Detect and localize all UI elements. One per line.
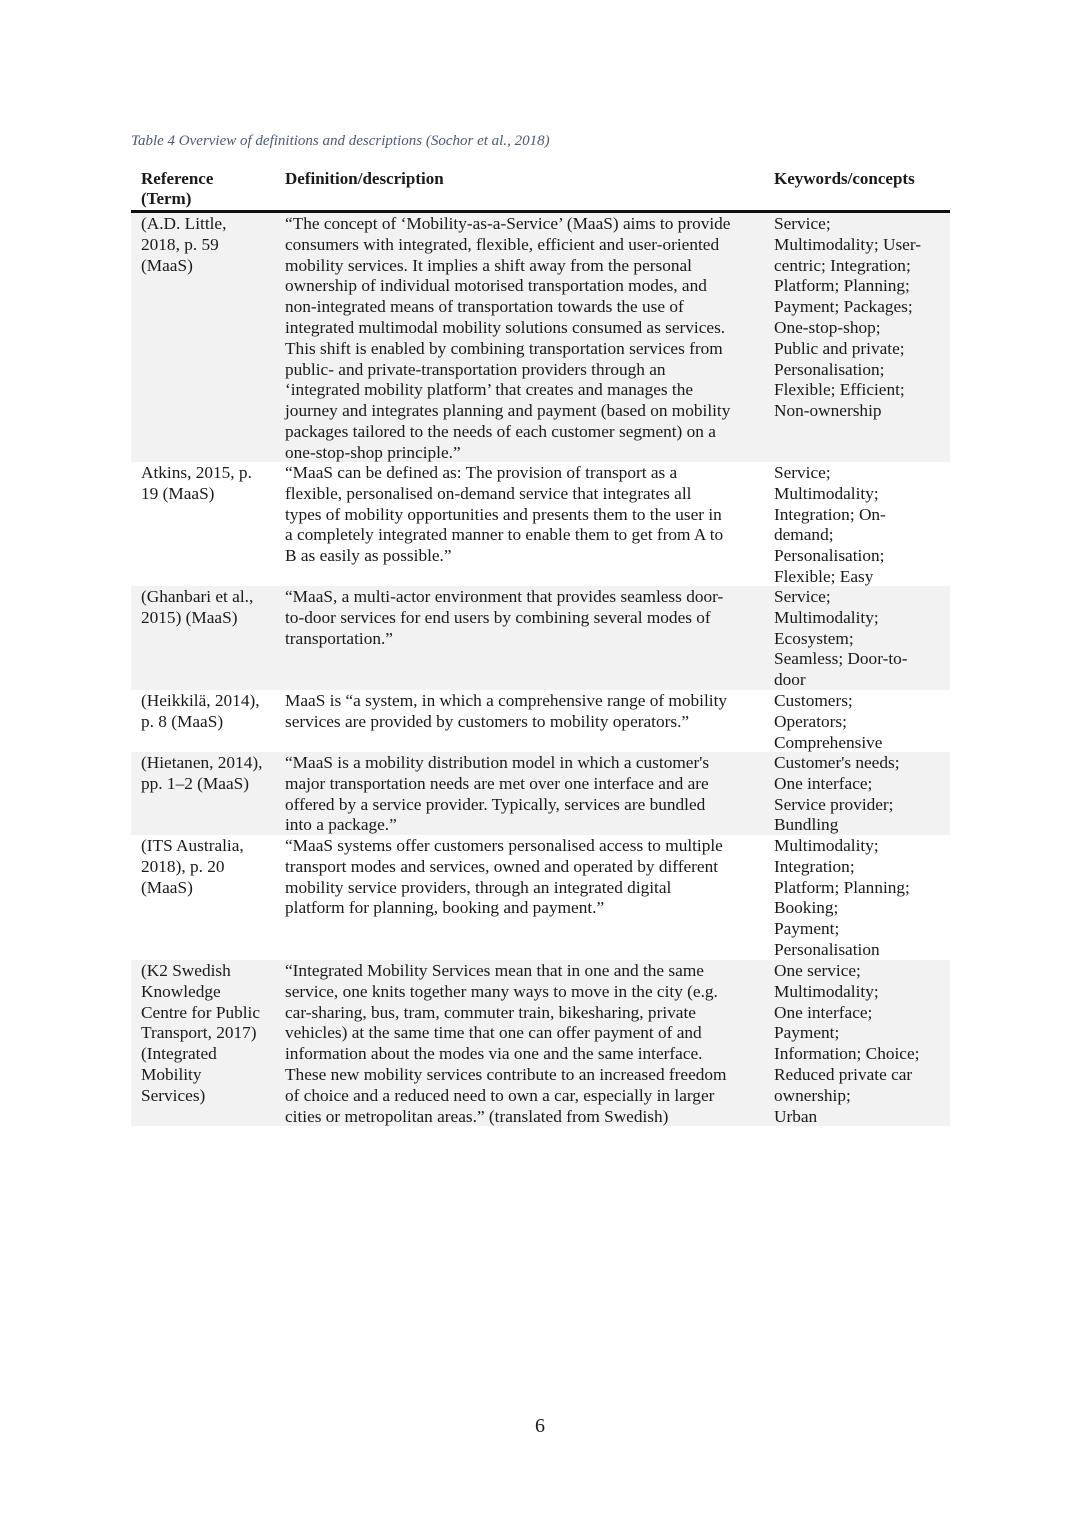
cell-keywords-line: Urban <box>774 1106 818 1126</box>
cell-definition-line: services are provided by customers to mobility operators.” <box>285 711 690 731</box>
cell-reference-line: 2018, p. 59 <box>141 234 219 254</box>
cell-definition-line: transport modes and services, owned and operated by different <box>285 856 719 876</box>
cell-keywords-line: Flexible; Efficient; <box>774 380 905 400</box>
cell-keywords <box>774 752 950 836</box>
cell-reference-line: Atkins, 2015, p. <box>141 463 252 482</box>
cell-definition-line: “MaaS systems offer customers personalised access to multiple <box>285 836 723 855</box>
header-keywords <box>774 169 950 210</box>
cell-keywords-line: Service; <box>774 587 831 606</box>
table-row <box>131 213 950 462</box>
cell-keywords-line: Payment; <box>774 919 840 939</box>
cell-keywords-line: Personalisation <box>774 939 880 959</box>
cell-reference-line: Centre for Public <box>141 1002 261 1022</box>
cell-keywords-line: Service; <box>774 214 831 233</box>
cell-definition-line: into a package.” <box>285 815 397 835</box>
table-body <box>131 213 950 1126</box>
cell-reference-line: (A.D. Little, <box>141 214 227 233</box>
header-reference-line: (Term) <box>141 189 192 208</box>
cell-keywords-line: Reduced private car <box>774 1064 913 1084</box>
header-reference-line: Reference <box>141 169 214 188</box>
cell-definition-line: consumers with integrated, flexible, efficient and user-oriented <box>285 234 720 254</box>
cell-reference <box>131 586 285 629</box>
cell-definition-line: types of mobility opportunities and presents them to the user in <box>285 504 722 524</box>
cell-keywords-line: door <box>774 670 806 690</box>
cell-reference <box>131 752 285 795</box>
table-row <box>131 586 950 690</box>
table-row <box>131 690 950 752</box>
cell-reference-line: (K2 Swedish <box>141 961 231 980</box>
cell-definition-line: a completely integrated manner to enable them to get from A to <box>285 525 724 545</box>
cell-keywords-line: One-stop-shop; <box>774 317 881 337</box>
cell-definition-line: packages tailored to the needs of each customer segment) on a <box>285 421 716 441</box>
cell-reference-line: Knowledge <box>141 981 221 1001</box>
cell-definition-line: “MaaS is a mobility distribution model in which a customer's <box>285 753 710 772</box>
cell-definition-line: “Integrated Mobility Services mean that in one and the same <box>285 961 704 980</box>
cell-keywords-line: Multimodality; <box>774 607 879 627</box>
cell-keywords <box>774 462 950 588</box>
cell-keywords-line: demand; <box>774 525 834 545</box>
cell-keywords <box>774 690 950 753</box>
cell-definition <box>285 586 774 649</box>
cell-keywords-line: Flexible; Easy <box>774 566 874 586</box>
cell-definition-line: This shift is enabled by combining transportation services from <box>285 338 723 358</box>
cell-reference-line: (Integrated <box>141 1044 217 1064</box>
cell-definition-line: “The concept of ‘Mobility-as-a-Service’ (MaaS) aims to provide <box>285 214 731 233</box>
cell-keywords <box>774 586 950 691</box>
table-row <box>131 462 950 586</box>
table-caption: Table 4 Overview of definitions and descriptions (Sochor et al., 2018) <box>131 133 550 149</box>
cell-keywords-line: Multimodality; <box>774 981 879 1001</box>
cell-reference-line: (Ghanbari et al., <box>141 587 254 606</box>
cell-reference <box>131 690 285 733</box>
cell-keywords-line: Service; <box>774 463 831 482</box>
cell-definition-line: vehicles) at the same time that one can offer payment of and <box>285 1023 702 1043</box>
cell-keywords-line: Booking; <box>774 898 839 918</box>
header-keywords-line: Keywords/concepts <box>774 169 915 188</box>
cell-keywords-line: Personalisation; <box>774 546 885 566</box>
cell-reference <box>131 213 285 276</box>
cell-keywords-line: Payment; Packages; <box>774 297 913 317</box>
cell-keywords-line: ownership; <box>774 1085 851 1105</box>
cell-keywords-line: Seamless; Door-to- <box>774 649 908 669</box>
cell-reference-line: (ITS Australia, <box>141 836 244 855</box>
cell-definition-line: mobility service providers, through an integrated digital <box>285 877 672 897</box>
cell-reference <box>131 960 285 1107</box>
cell-definition-line: service, one knits together many ways to move in the city (e.g. <box>285 981 718 1001</box>
cell-reference-line: 2018), p. 20 <box>141 856 225 876</box>
table-row <box>131 752 950 835</box>
cell-keywords-line: Operators; <box>774 711 847 731</box>
cell-definition <box>285 960 774 1127</box>
cell-keywords-line: Platform; Planning; <box>774 877 910 897</box>
cell-definition-line: integrated multimodal mobility solutions consumed as services. <box>285 317 726 337</box>
cell-keywords-line: Integration; <box>774 856 855 876</box>
cell-keywords-line: Service provider; <box>774 794 894 814</box>
cell-definition-line: non-integrated means of transportation towards the use of <box>285 297 684 317</box>
cell-keywords-line: Integration; On- <box>774 504 886 524</box>
cell-keywords-line: Multimodality; User- <box>774 234 922 254</box>
cell-reference <box>131 835 285 898</box>
cell-keywords-line: One service; <box>774 961 861 980</box>
page-number: 6 <box>535 1415 545 1437</box>
header-reference <box>131 169 285 210</box>
cell-keywords-line: Customer's needs; <box>774 753 900 772</box>
cell-definition <box>285 462 774 567</box>
table-header-row <box>131 169 950 213</box>
cell-definition <box>285 213 774 464</box>
cell-definition <box>285 835 774 919</box>
cell-reference-line: (Hietanen, 2014), <box>141 753 263 772</box>
cell-definition-line: car-sharing, bus, tram, commuter train, bikesharing, private <box>285 1002 696 1022</box>
cell-reference-line: (Heikkilä, 2014), <box>141 691 260 710</box>
cell-reference-line: pp. 1–2 (MaaS) <box>141 773 249 793</box>
table-row <box>131 960 950 1126</box>
cell-keywords-line: Payment; <box>774 1023 840 1043</box>
cell-definition-line: flexible, personalised on-demand service that integrates all <box>285 483 692 503</box>
cell-keywords-line: Non-ownership <box>774 401 882 421</box>
cell-definition-line: MaaS is “a system, in which a comprehensive range of mobility <box>285 691 728 710</box>
header-definition-line: Definition/description <box>285 169 444 188</box>
cell-keywords-line: One interface; <box>774 773 873 793</box>
cell-definition-line: transportation.” <box>285 628 393 648</box>
cell-keywords-line: Bundling <box>774 815 839 835</box>
cell-keywords-line: Ecosystem; <box>774 628 854 648</box>
cell-definition <box>285 690 774 733</box>
cell-definition-line: platform for planning, booking and payment.” <box>285 898 605 918</box>
definitions-table <box>131 169 950 1126</box>
cell-keywords-line: One interface; <box>774 1002 873 1022</box>
cell-reference-line: Mobility <box>141 1064 202 1084</box>
cell-keywords-line: Platform; Planning; <box>774 276 910 296</box>
cell-definition-line: “MaaS, a multi-actor environment that provides seamless door- <box>285 587 724 606</box>
cell-keywords <box>774 960 950 1127</box>
cell-definition-line: one-stop-shop principle.” <box>285 442 461 462</box>
header-definition <box>285 169 774 210</box>
cell-keywords <box>774 835 950 961</box>
cell-reference-line: (MaaS) <box>141 255 193 275</box>
cell-keywords-line: Comprehensive <box>774 732 883 752</box>
cell-definition-line: B as easily as possible.” <box>285 546 452 566</box>
cell-keywords-line: Multimodality; <box>774 483 879 503</box>
cell-keywords-line: Multimodality; <box>774 836 879 855</box>
cell-definition-line: These new mobility services contribute to an increased freedom <box>285 1064 727 1084</box>
cell-definition-line: ownership of individual motorised transportation modes, and <box>285 276 707 296</box>
cell-keywords-line: Public and private; <box>774 338 905 358</box>
cell-definition-line: mobility services. It implies a shift away from the personal <box>285 255 692 275</box>
cell-keywords <box>774 213 950 422</box>
cell-reference-line: 2015) (MaaS) <box>141 607 238 627</box>
cell-definition-line: public- and private-transportation providers through an <box>285 359 666 379</box>
cell-definition-line: cities or metropolitan areas.” (translated from Swedish) <box>285 1106 669 1126</box>
cell-reference-line: (MaaS) <box>141 877 193 897</box>
cell-definition-line: “MaaS can be defined as: The provision of transport as a <box>285 463 678 482</box>
cell-reference-line: 19 (MaaS) <box>141 483 215 503</box>
cell-reference-line: Transport, 2017) <box>141 1023 257 1043</box>
cell-definition-line: major transportation needs are met over one interface and are <box>285 773 709 793</box>
table-row <box>131 835 950 960</box>
cell-definition-line: of choice and a reduced need to own a car, especially in larger <box>285 1085 715 1105</box>
cell-definition-line: to-door services for end users by combining several modes of <box>285 607 711 627</box>
cell-keywords-line: Information; Choice; <box>774 1044 920 1064</box>
cell-definition-line: journey and integrates planning and payment (based on mobility <box>285 401 731 421</box>
cell-reference <box>131 462 285 505</box>
cell-definition-line: offered by a service provider. Typically, services are bundled <box>285 794 706 814</box>
cell-definition-line: ‘integrated mobility platform’ that creates and manages the <box>285 380 694 400</box>
cell-keywords-line: centric; Integration; <box>774 255 911 275</box>
cell-definition <box>285 752 774 836</box>
cell-definition-line: information about the modes via one and the same interface. <box>285 1044 703 1064</box>
cell-keywords-line: Personalisation; <box>774 359 885 379</box>
cell-reference-line: p. 8 (MaaS) <box>141 711 224 731</box>
cell-keywords-line: Customers; <box>774 691 853 710</box>
cell-reference-line: Services) <box>141 1085 206 1105</box>
